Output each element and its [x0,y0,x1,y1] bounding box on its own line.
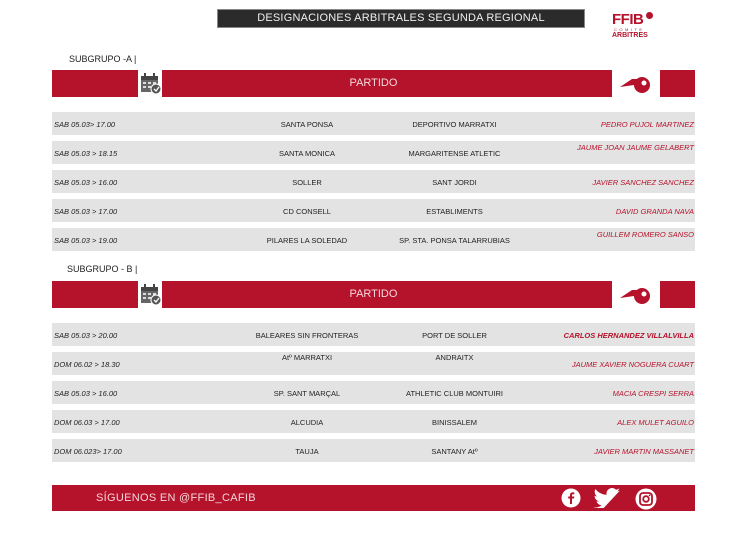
match-date: DOM 06.02 > 18.30 [54,360,120,369]
subgroup-a-header [52,70,695,97]
match-row [52,112,695,135]
referee-name: MACIA CRESPI SERRA [612,389,694,398]
away-team: ESTABLIMENTS [426,207,483,216]
match-column-label: PARTIDO [349,77,398,89]
home-team: CD CONSELL [283,207,331,216]
match-date: SAB 05.03 > 17.00 [54,207,118,216]
calendar-icon [138,70,162,97]
match-date: SAB 05.03> 17.00 [54,120,116,129]
home-team: SANTA PONSA [280,120,334,129]
match-row [52,381,695,404]
away-team: ANDRAITX [435,353,474,362]
match-row [52,199,695,222]
match-date: DOM 06.023> 17.00 [54,447,122,456]
match-date: SAB 05.03 > 16.00 [54,178,118,187]
home-team: ALCUDIA [290,418,324,427]
match-date: SAB 05.03 > 16.00 [54,389,118,398]
home-team: SANTA MONICA [278,149,336,158]
away-team: SANT JORDI [432,178,477,187]
ffib-logo [612,12,656,44]
match-row [52,170,695,193]
match-row [52,141,695,164]
logo-dept: ARBITRES [612,32,648,39]
match-row [52,228,695,251]
calendar-icon [138,281,162,308]
away-team: BINISSALEM [431,418,477,427]
referee-name: JAUME JOAN JAUME GELABERT [577,143,694,152]
match-date: DOM 06.03 > 17.00 [54,418,120,427]
away-team: MARGARITENSE ATLETIC [408,149,501,158]
away-team: PORT DE SOLLER [422,331,487,340]
instagram-icon[interactable] [635,488,655,508]
twitter-icon[interactable] [593,488,621,508]
logo-ball-icon [646,12,653,19]
subgroup-b-label: SUBGRUPO - B | [67,264,138,274]
home-team: PILARES LA SOLEDAD [266,236,348,245]
home-team: SOLLER [292,178,322,187]
follow-us-text: SÍGUENOS EN @FFIB_CAFIB [96,492,256,504]
whistle-icon [612,70,660,97]
home-team: SP. SANT MARÇAL [273,389,341,398]
referee-name: CARLOS HERNANDEZ VILLALVILLA [563,331,694,340]
away-team: ATHLETIC CLUB MONTUIRI [406,389,503,398]
document-title: DESIGNACIONES ARBITRALES SEGUNDA REGIONAL [217,9,585,28]
referee-name: GUILLEM ROMERO SANSO [596,230,694,239]
away-team: SP. STA. PONSA TALARRUBIAS [399,236,510,245]
logo-sub: COMITE [614,27,645,32]
match-row [52,410,695,433]
referee-name: JAUME XAVIER NOGUERA CUART [571,360,694,369]
facebook-icon[interactable] [561,488,581,508]
home-team: Atº MARRATXI [281,353,333,362]
referee-name: DAVID GRANDA NAVA [615,207,694,216]
match-column-label: PARTIDO [349,288,398,300]
referee-name: JAVIER SANCHEZ SANCHEZ [592,178,694,187]
logo-main: FFIB [612,11,644,28]
referee-name: PEDRO PUJOL MARTINEZ [600,120,694,129]
subgroup-b-header [52,281,695,308]
match-date: SAB 05.03 > 18.15 [54,149,118,158]
footer-bar [52,485,695,511]
home-team: BALEARES SIN FRONTERAS [255,331,359,340]
match-date: SAB 05.03 > 20.00 [54,331,118,340]
subgroup-a-label: SUBGRUPO -A | [69,54,137,64]
referee-name: ALEX MULET AGUILO [617,418,694,427]
match-row [52,439,695,462]
whistle-icon [612,281,660,308]
referee-name: JAVIER MARTIN MASSANET [594,447,694,456]
away-team: DEPORTIVO MARRATXI [412,120,497,129]
home-team: TAUJA [295,447,319,456]
match-row [52,352,695,375]
match-row [52,323,695,346]
match-date: SAB 05.03 > 19.00 [54,236,118,245]
away-team: SANTANY Atº [431,447,478,456]
